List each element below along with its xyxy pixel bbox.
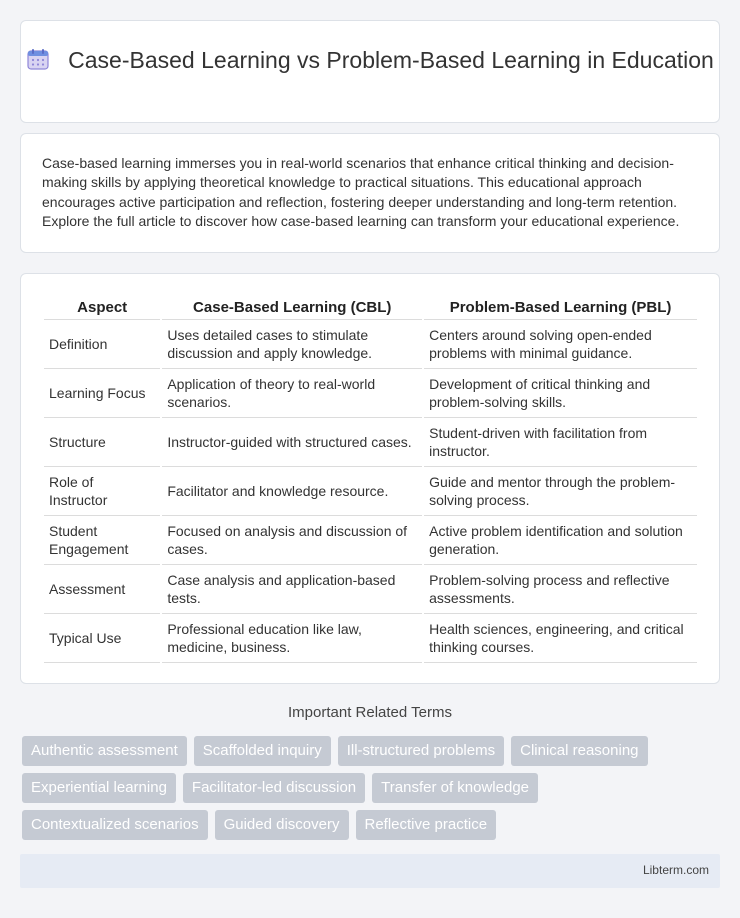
intro-paragraph: Case-based learning immerses you in real-world scenarios that enhance critical thinking and decision-making skills by applying theoretical knowledge to practical situations. This educational approach encourages active participation and reflection, fostering deeper understanding and long-term retention. Explore the full article to discover how case-based learning can transform your educational experience. [42, 155, 680, 229]
cbl-cell: Focused on analysis and discussion of cases. [162, 516, 422, 565]
footer-site-link[interactable]: Libterm.com [642, 863, 709, 877]
cbl-cell: Instructor-guided with structured cases. [162, 418, 422, 467]
aspect-cell: Role of Instructor [44, 467, 160, 516]
related-term-tag[interactable]: Scaffolded inquiry [194, 736, 331, 766]
table-row [44, 516, 697, 565]
tag-row [22, 810, 722, 840]
cbl-cell: Case analysis and application-based tests. [162, 565, 422, 614]
related-term-tag[interactable]: Transfer of knowledge [372, 773, 538, 803]
header-aspect: Aspect [44, 294, 160, 320]
aspect-cell: Learning Focus [44, 369, 160, 418]
table-row [44, 565, 697, 614]
related-term-tag[interactable]: Clinical reasoning [511, 736, 647, 766]
pbl-cell: Health sciences, engineering, and critical thinking courses. [424, 614, 697, 663]
table-row [44, 369, 697, 418]
cbl-cell: Facilitator and knowledge resource. [162, 467, 422, 516]
pbl-cell: Guide and mentor through the problem-solving process. [424, 467, 697, 516]
table-row [44, 418, 697, 467]
related-term-tag[interactable]: Experiential learning [22, 773, 176, 803]
comparison-table [42, 294, 699, 663]
page-title: Case-Based Learning vs Problem-Based Learning in Education [68, 47, 714, 73]
calendar-icon [26, 47, 50, 71]
table-row [44, 467, 697, 516]
header-cbl: Case-Based Learning (CBL) [162, 294, 422, 320]
aspect-cell: Definition [44, 320, 160, 369]
pbl-cell: Centers around solving open-ended problems with minimal guidance. [424, 320, 697, 369]
related-term-tag[interactable]: Facilitator-led discussion [183, 773, 365, 803]
related-term-tag[interactable]: Contextualized scenarios [22, 810, 208, 840]
aspect-cell: Structure [44, 418, 160, 467]
header-pbl: Problem-Based Learning (PBL) [424, 294, 697, 320]
tag-row [22, 773, 722, 803]
tag-row [22, 736, 722, 766]
related-term-tag[interactable]: Guided discovery [215, 810, 349, 840]
aspect-cell: Assessment [44, 565, 160, 614]
cbl-cell: Application of theory to real-world scenarios. [162, 369, 422, 418]
footer [20, 854, 720, 888]
related-terms-title: Important Related Terms [288, 704, 452, 721]
related-term-tag[interactable]: Ill-structured problems [338, 736, 504, 766]
table-row [44, 614, 697, 663]
related-term-tag[interactable]: Authentic assessment [22, 736, 187, 766]
table-row [44, 320, 697, 369]
comparison-card [20, 273, 720, 684]
aspect-cell: Typical Use [44, 614, 160, 663]
pbl-cell: Student-driven with facilitation from instructor. [424, 418, 697, 467]
intro-card [20, 133, 720, 253]
title-card [20, 20, 720, 123]
pbl-cell: Development of critical thinking and problem-solving skills. [424, 369, 697, 418]
pbl-cell: Active problem identification and solution generation. [424, 516, 697, 565]
cbl-cell: Uses detailed cases to stimulate discussion and apply knowledge. [162, 320, 422, 369]
aspect-cell: Student Engagement [44, 516, 160, 565]
table-header-row [44, 294, 697, 320]
page-title-wrap [21, 45, 719, 75]
cbl-cell: Professional education like law, medicine, business. [162, 614, 422, 663]
related-term-tag[interactable]: Reflective practice [356, 810, 497, 840]
related-terms-list [22, 736, 722, 847]
pbl-cell: Problem-solving process and reflective assessments. [424, 565, 697, 614]
